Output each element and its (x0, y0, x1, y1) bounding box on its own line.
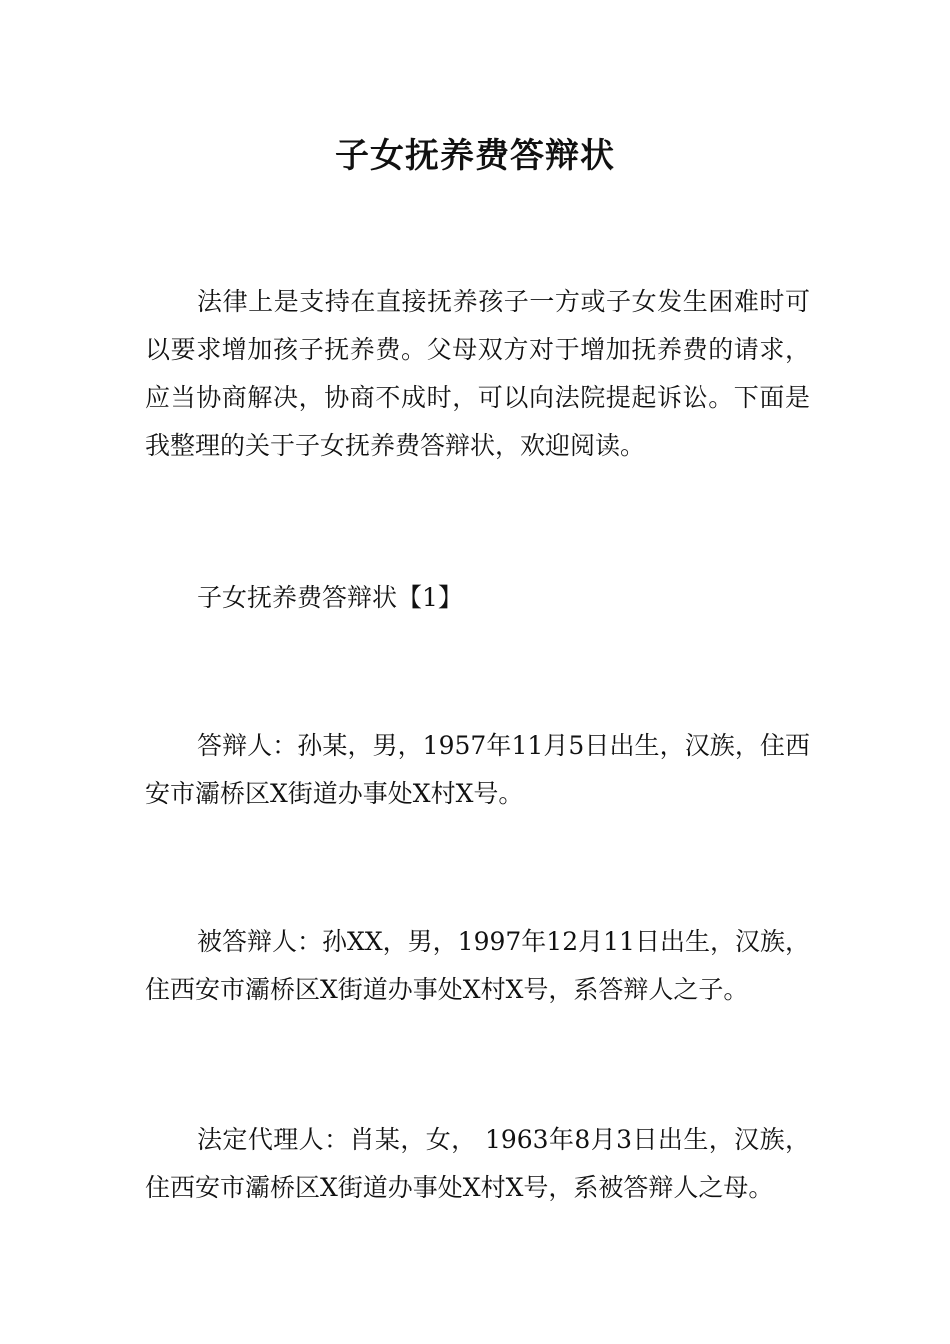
document-title: 子女抚养费答辩状 (335, 136, 615, 176)
defendant-paragraph: 被答辩人：孙XX，男，1997年12月11日出生，汉族，住西安市灞桥区X街道办事处X村X号，系答辩人之子。 (145, 927, 810, 1004)
intro-paragraph: 法律上是支持在直接抚养孩子一方或子女发生困难时可以要求增加孩子抚养费。父母双方对于增加抚养费的请求，应当协商解决，协商不成时，可以向法院提起诉讼。下面是我整理的关于子女抚养费答辩状，欢迎阅读。 (145, 287, 810, 460)
section-heading: 子女抚养费答辩状【1】 (197, 583, 463, 612)
legal-agent-paragraph: 法定代理人：肖某，女， 1963年8月3日出生，汉族，住西安市灞桥区X街道办事处X村X号，系被答辩人之母。 (145, 1125, 810, 1202)
respondent-paragraph: 答辩人：孙某，男，1957年11月5日出生，汉族，住西安市灞桥区X街道办事处X村X号。 (145, 731, 810, 808)
